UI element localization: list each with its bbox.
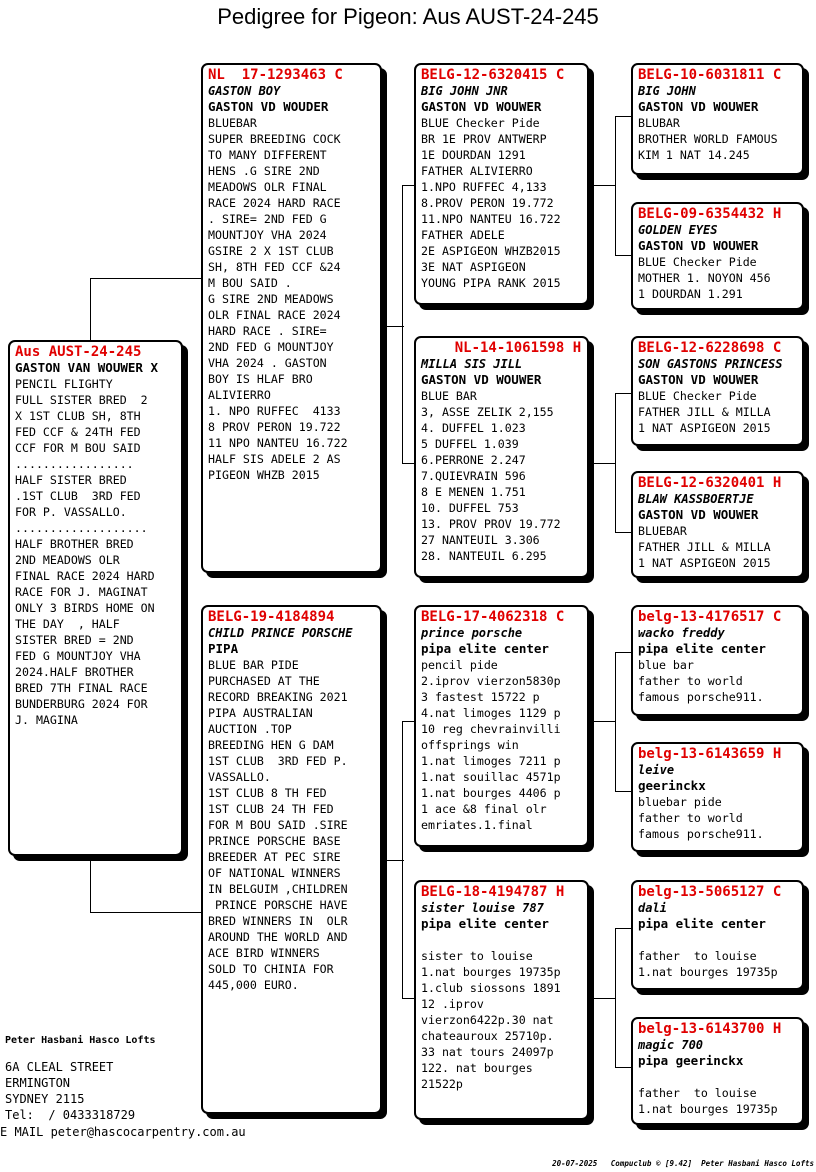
connector [402, 721, 403, 999]
dds-card[interactable] [631, 880, 804, 990]
ring-number: belg-13-4176517 C [638, 609, 782, 625]
page-title: Pedigree for Pigeon: Aus AUST-24-245 [217, 4, 599, 29]
dsd-card[interactable] [631, 742, 804, 852]
pigeon-name: MILLA SIS JILL [421, 357, 523, 371]
pigeon-notes: bluebar pide father to world famous porsche911. [638, 795, 764, 841]
ring-number: Aus AUST-24-245 [15, 344, 142, 360]
ring-number: BELG-10-6031811 C [638, 67, 782, 83]
connector [615, 393, 616, 533]
breeder-name: GASTON VD WOUWER [638, 372, 759, 387]
ring-number: BELG-12-6320415 C [421, 67, 565, 83]
pigeon-notes: father to louise 1.nat bourges 19735p [638, 949, 778, 979]
pigeon-name: BIG JOHN JNR [421, 84, 508, 98]
owner-name: Peter Hasbani Hasco Lofts [5, 1035, 156, 1046]
sss-card[interactable] [631, 63, 804, 175]
ring-number: BELG-12-6228698 C [638, 340, 782, 356]
pigeon-notes: BLUE BAR 3, ASSE ZELIK 2,155 4. DUFFEL 1.023 5 DUFFEL 1.039 6.PERRONE 2.247 7.QUIEVRAIN 596 8 E MENEN 1.751 10. DUFFEL 753 13. PROV PROV 19.772 27 NANTEUIL 3.306 28. NANTEUIL 6.295 [421, 389, 561, 563]
connector [590, 721, 616, 722]
pigeon-notes: BLUE Checker Pide MOTHER 1. NOYON 456 1 DOURDAN 1.291 [638, 255, 771, 301]
dam-sire-card[interactable] [414, 605, 589, 847]
pigeon-notes: BLUBAR BROTHER WORLD FAMOUS KIM 1 NAT 14.245 [638, 116, 778, 162]
ring-number: BELG-12-6320401 H [638, 475, 782, 491]
connector [90, 278, 91, 340]
ssd-card[interactable] [631, 202, 804, 310]
connector [615, 116, 616, 256]
dss-card[interactable] [631, 605, 804, 716]
pigeon-name: wacko freddy [638, 626, 725, 640]
footer-credit: 20-07-2025 Compuclub © [9.42] Peter Hasbani Hasco Lofts [552, 1159, 814, 1168]
breeder-name: GASTON VD WOUWER [638, 99, 759, 114]
pigeon-name: BLAW KASSBOERTJE [638, 492, 754, 506]
pigeon-name: leive [638, 763, 675, 777]
breeder-name: GASTON VD WOUWER [638, 238, 759, 253]
ring-number: BELG-19-4184894 [208, 609, 335, 625]
ring-number: BELG-17-4062318 C [421, 609, 565, 625]
connector [615, 928, 616, 1068]
breeder-name: pipa geerinckx [638, 1053, 744, 1068]
pigeon-name: SON GASTONS PRINCESS [638, 357, 783, 371]
ring-number: BELG-09-6354432 H [638, 206, 782, 222]
ring-number: BELG-18-4194787 H [421, 884, 565, 900]
pigeon-name: sister louise 787 [421, 901, 544, 915]
ddd-card[interactable] [631, 1017, 804, 1125]
breeder-name: GASTON VD WOUDER [208, 99, 329, 114]
pigeon-name: magic 700 [638, 1038, 704, 1052]
owner-email[interactable]: E MAIL peter@hascocarpentry.com.au [0, 1125, 246, 1139]
connector [590, 185, 616, 186]
connector [90, 278, 203, 279]
ring-number: NL-14-1061598 H [421, 340, 582, 356]
sds-card[interactable] [631, 336, 804, 446]
connector [590, 463, 616, 464]
connector [90, 912, 203, 913]
breeder-name: pipa elite center [421, 916, 549, 931]
breeder-name: pipa elite center [638, 916, 766, 931]
dam-card[interactable] [201, 605, 382, 1114]
pigeon-notes: father to louise 1.nat bourges 19735p [638, 1086, 778, 1116]
sire-sire-card[interactable] [414, 63, 589, 305]
breeder-name: PIPA [208, 641, 239, 656]
pigeon-notes: BLUEBAR FATHER JILL & MILLA 1 NAT ASPIGEON 2015 [638, 524, 771, 570]
connector [615, 652, 616, 792]
pigeon-name: GASTON BOY [208, 84, 281, 98]
connector [90, 855, 91, 912]
pigeon-notes: BLUEBAR SUPER BREEDING COCK TO MANY DIFFERENT HENS .G SIRE 2ND MEADOWS OLR FINAL RACE 2024 HARD RACE . SIRE= 2ND FED G MOUNTJOY VHA 2024 GSIRE 2 X 1ST CLUB SH, 8TH FED CCF &24 M BOU SAID . G SIRE 2ND MEADOWS OLR FINAL RACE 2024 HARD RACE . SIRE= 2ND FED G MOUNTJOY VHA 2024 . GASTON BOY IS HLAF BRO ALIVIERRO 1. NPO RUFFEC 4133 8 PROV PERON 19.722 11 NPO NANTEU 16.722 HALF SIS ADELE 2 AS PIGEON WHZB 2015 [208, 116, 348, 482]
breeder-name: pipa elite center [638, 641, 766, 656]
connector [382, 860, 404, 861]
ring-number: belg-13-5065127 C [638, 884, 782, 900]
dam-dam-card[interactable] [414, 880, 589, 1120]
pigeon-name: dali [638, 901, 667, 915]
breeder-name: geerinckx [638, 778, 706, 793]
connector [382, 326, 404, 327]
breeder-name: GASTON VAN WOUWER X [15, 360, 158, 375]
connector [590, 998, 616, 999]
pigeon-notes: sister to louise 1.nat bourges 19735p 1.club siossons 1891 12 .iprov vierzon6422p.30 nat chateauroux 25710p. 33 nat tours 24097p 122. nat bourges 21522p [421, 949, 561, 1091]
pigeon-name: prince porsche [421, 626, 523, 640]
connector [402, 185, 403, 464]
sire-card[interactable] [201, 63, 382, 573]
pigeon-name: BIG JOHN [638, 84, 696, 98]
breeder-name: GASTON VD WOUWER [421, 99, 542, 114]
pigeon-notes: pencil pide 2.iprov vierzon5830p 3 fastest 15722 p 4.nat limoges 1129 p 10 reg chevrainvilli offsprings win 1.nat limoges 7211 p 1.nat souillac 4571p 1.nat bourges 4406 p 1 ace &8 final olr emriates.1.final [421, 658, 561, 832]
breeder-name: GASTON VD WOUWER [421, 372, 542, 387]
ring-number: belg-13-6143659 H [638, 746, 782, 762]
pigeon-notes: BLUE Checker Pide BR 1E PROV ANTWERP 1E DOURDAN 1291 FATHER ALIVIERRO 1.NPO RUFFEC 4,133 8.PROV PERON 19.772 11.NPO NANTEU 16.722 FATHER ADELE 2E ASPIGEON WHZB2015 3E NAT ASPIGEON YOUNG PIPA RANK 2015 [421, 116, 561, 290]
ring-number: belg-13-6143700 H [638, 1021, 782, 1037]
owner-address: 6A CLEAL STREET ERMINGTON SYDNEY 2115 Tel: / 0433318729 [5, 1060, 136, 1122]
sdd-card[interactable] [631, 471, 804, 578]
breeder-name: GASTON VD WOUWER [638, 507, 759, 522]
pigeon-notes: PENCIL FLIGHTY FULL SISTER BRED 2 X 1ST CLUB SH, 8TH FED CCF & 24TH FED CCF FOR M BOU SAID ................. HALF SISTER BRED .1ST CLUB 3RD FED FOR P. VASSALLO. ................... HALF BROTHER BRED 2ND MEADOWS OLR FINAL RACE 2024 HARD RACE FOR J. MAGINAT ONLY 3 BIRDS HOME ON THE DAY , HALF SISTER BRED = 2ND FED G MOUNTJOY VHA 2024.HALF BROTHER BRED 7TH FINAL RACE BUNDERBURG 2024 FOR J. MAGINA [15, 377, 155, 727]
ring-number: NL 17-1293463 C [208, 67, 343, 83]
pigeon-name: GOLDEN EYES [638, 223, 718, 237]
pigeon-notes: BLUE Checker Pide FATHER JILL & MILLA 1 NAT ASPIGEON 2015 [638, 389, 771, 435]
sire-dam-card[interactable] [414, 336, 589, 578]
pigeon-notes: BLUE BAR PIDE PURCHASED AT THE RECORD BREAKING 2021 PIPA AUSTRALIAN AUCTION .TOP BREEDING HEN G DAM 1ST CLUB 3RD FED P. VASSALLO. 1ST CLUB 8 TH FED 1ST CLUB 24 TH FED FOR M BOU SAID .SIRE PRINCE PORSCHE BASE BREEDER AT PEC SIRE OF NATIONAL WINNERS IN BELGUIM ,CHILDREN PRINCE PORSCHE HAVE BRED WINNERS IN OLR AROUND THE WORLD AND ACE BIRD WINNERS SOLD TO CHINIA FOR 445,000 EURO. [208, 658, 348, 992]
subject-card[interactable] [8, 340, 183, 856]
pigeon-notes: blue bar father to world famous porsche911. [638, 658, 764, 704]
pigeon-name: CHILD PRINCE PORSCHE [208, 626, 353, 640]
breeder-name: pipa elite center [421, 641, 549, 656]
